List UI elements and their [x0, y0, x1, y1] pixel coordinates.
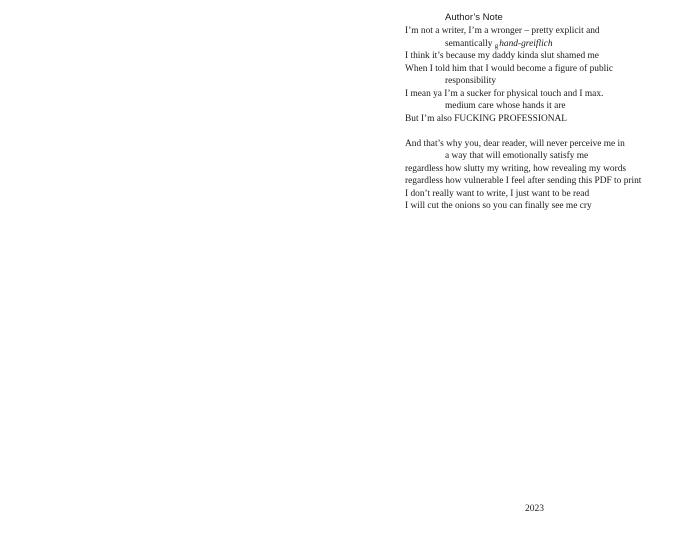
- stanza-break: [405, 125, 677, 138]
- annotation-marker: g: [494, 41, 499, 50]
- annotation-word: hand-greiflich: [499, 38, 553, 49]
- poem-line: I think it’s because my daddy kinda slut shamed me: [405, 51, 599, 61]
- poem-line: I mean ya I’m a sucker for physical touch and I max.: [405, 88, 604, 99]
- poem-line-text: semantically: [445, 38, 493, 49]
- poem-line: I don’t really want to write, I just want to be read: [405, 188, 590, 199]
- poem-line-continuation: medium care whose hands it are: [445, 101, 566, 111]
- year-footer: 2023: [525, 504, 544, 514]
- poem-line-continuation: [405, 38, 677, 51]
- poem-line: And that’s why you, dear reader, will never perceive me in: [405, 138, 625, 149]
- page-title: Author’s Note: [445, 12, 503, 23]
- poem-line: regardless how vulnerable I feel after sending this PDF to print: [405, 176, 642, 186]
- poem-line: When I told him that I would become a figure of public: [405, 63, 614, 74]
- poem-line-continuation: responsibility: [445, 76, 497, 86]
- poem-body: [405, 25, 677, 213]
- poem-line: I’m not a writer, I’m a wronger – pretty explicit and: [405, 26, 600, 36]
- poem-line-continuation: a way that will emotionally satisfy me: [445, 151, 589, 161]
- poem-line: But I’m also FUCKING PROFESSIONAL: [405, 113, 567, 124]
- poem-line: regardless how slutty my writing, how revealing my words: [405, 163, 627, 174]
- poem-line: I will cut the onions so you can finally see me cry: [405, 201, 592, 211]
